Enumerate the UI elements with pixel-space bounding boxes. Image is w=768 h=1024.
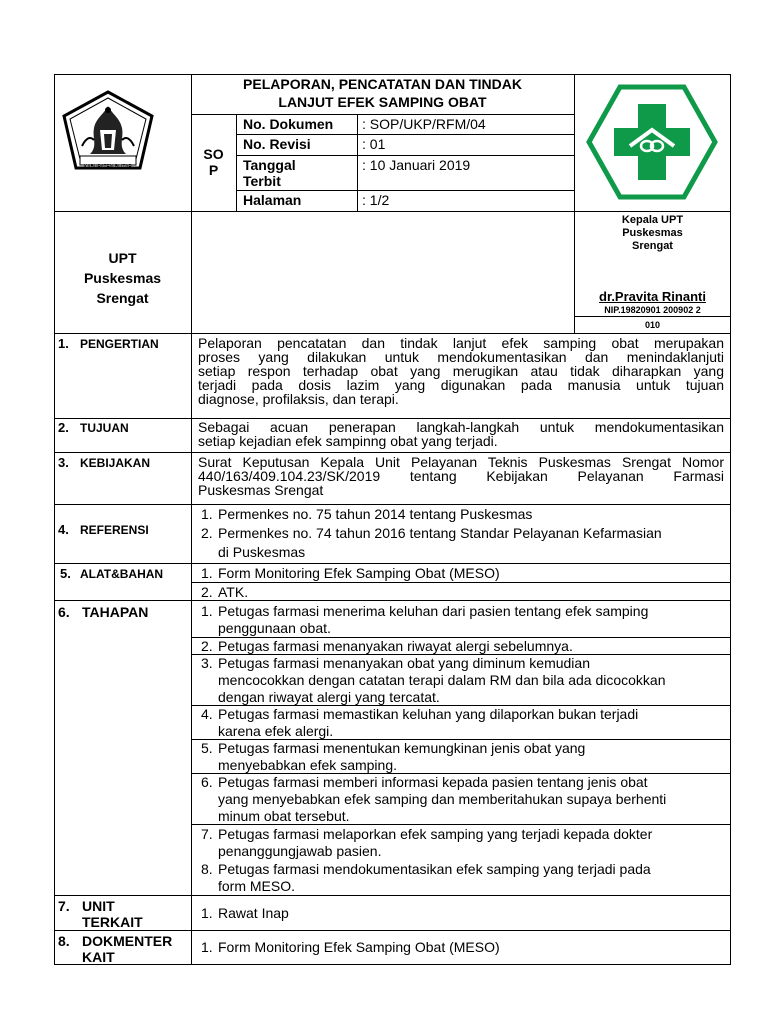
section-label-kebijakan: KEBIJAKAN — [80, 456, 151, 470]
list-item-text: mencocokkan dengan catatan terapi dalam RM dan bila ada dicocokkan — [218, 672, 666, 688]
regency-logo — [60, 90, 156, 176]
list-number: 2. — [201, 525, 213, 541]
list-item-text: menyebabkan efek samping. — [218, 757, 397, 773]
signature-name: dr.Pravita Rinanti — [599, 289, 706, 304]
field-label-halaman: Halaman — [243, 192, 302, 208]
section-number: 1. — [58, 336, 69, 351]
list-item-text: karena efek alergi. — [218, 723, 334, 739]
section-label-unit: UNIT — [82, 898, 115, 914]
kebijakan-text — [198, 455, 724, 497]
divider — [191, 824, 731, 825]
text-line: terjadi pada dosis lazim yang digunakan pada manusia untuk tujuan — [198, 377, 724, 393]
list-number: 1. — [201, 939, 213, 955]
divider — [54, 563, 731, 564]
divider — [54, 895, 731, 896]
list-item-text: Petugas farmasi mendokumentasikan efek samping yang terjadi pada — [218, 861, 651, 877]
text-line: Surat Keputusan Kepala Unit Pelayanan Teknis Puskesmas Srengat Nomor — [198, 454, 724, 470]
divider — [236, 190, 574, 191]
document-title-line1: PELAPORAN, PENCATATAN DAN TINDAK — [243, 76, 522, 92]
section-label-terkait: TERKAIT — [82, 914, 143, 930]
section-number: 2. — [58, 420, 69, 435]
divider — [574, 316, 731, 317]
field-value-no-revisi: : 01 — [362, 136, 386, 152]
section-number: 8. — [58, 933, 70, 949]
field-value-no-dokumen: : SOP/UKP/RFM/04 — [362, 116, 486, 132]
section-number: 3. — [58, 455, 69, 470]
list-item-text: Form Monitoring Efek Samping Obat (MESO) — [218, 565, 500, 581]
section-label-pengertian: PENGERTIAN — [80, 337, 159, 351]
section-label-kait: KAIT — [82, 949, 115, 965]
text-line: Puskesmas Srengat — [198, 482, 324, 498]
signature-nip: 010 — [644, 320, 661, 330]
list-item-text: Petugas farmasi menanyakan riwayat alergi sebelumnya. — [218, 638, 573, 654]
list-item-text: Petugas farmasi memastikan keluhan yang dilaporkan bukan terjadi — [218, 706, 639, 722]
text-line: 440/163/409.104.23/SK/2019 tentang Kebijakan Pelayanan Farmasi — [198, 468, 724, 484]
divider — [54, 333, 731, 334]
section-number: 5. — [60, 566, 71, 581]
list-item-text: form MESO. — [218, 878, 296, 894]
section-label-dokumen: DOKMENTER — [82, 933, 173, 949]
list-number: 1. — [201, 565, 213, 581]
tujuan-text — [198, 420, 724, 448]
pengertian-text — [198, 336, 724, 406]
list-item-text: Rawat Inap — [218, 905, 289, 921]
section-label-referensi: REFERENSI — [80, 523, 149, 537]
text-line: proses yang dilakukan untuk mendokumentasikan dan menindaklanjuti — [198, 349, 724, 365]
field-value-halaman: : 1/2 — [362, 192, 390, 208]
regency-logo-text: KABUPATEN BLITAR — [83, 164, 133, 170]
list-item-text: penanggungjawab pasien. — [218, 843, 382, 859]
text-line: Sebagai acuan penerapan langkah-langkah untuk mendokumentasikan — [198, 419, 724, 435]
list-item-text: Permenkes no. 74 tahun 2016 tentang Standar Pelayanan Kefarmasian — [218, 525, 662, 541]
list-item — [201, 507, 213, 521]
list-number: 3. — [201, 655, 213, 671]
list-number: 2. — [201, 584, 213, 600]
section-label-alat-bahan: ALAT&BAHAN — [80, 567, 164, 581]
divider — [54, 504, 731, 505]
section-label-tujuan: TUJUAN — [80, 421, 129, 435]
org-name-line3: Srengat — [96, 290, 149, 306]
org-name-line1: UPT — [108, 250, 137, 266]
divider — [191, 74, 192, 964]
section-number: 6. — [58, 604, 70, 620]
field-label-no-dokumen: No. Dokumen — [243, 116, 334, 132]
divider — [54, 452, 731, 453]
list-number: 1. — [201, 506, 213, 522]
puskesmas-logo — [586, 84, 718, 200]
list-number: 2. — [201, 638, 213, 654]
field-label-tanggal: Tanggal — [243, 157, 296, 173]
list-item-text: Petugas farmasi menanyakan obat yang diminum kemudian — [218, 655, 590, 671]
signature-role: Kepala UPT — [621, 214, 684, 226]
list-number: 1. — [201, 603, 213, 619]
list-item-text: di Puskesmas — [218, 544, 306, 560]
list-item-text: Form Monitoring Efek Samping Obat (MESO) — [218, 939, 500, 955]
list-item-text: Permenkes no. 75 tahun 2014 tentang Puskesmas — [218, 506, 533, 522]
sop-label: P — [208, 162, 219, 178]
divider — [357, 114, 358, 211]
section-number: 7. — [58, 898, 70, 914]
divider — [191, 114, 574, 115]
text-line: setiap respon terhadap obat yang merugikan atau tidak diharapkan yang — [198, 363, 724, 379]
field-label-terbit: Terbit — [243, 173, 281, 189]
list-number: 4. — [201, 706, 213, 722]
section-number: 4. — [58, 522, 69, 537]
list-number: 5. — [201, 740, 213, 756]
list-item-text: penggunaan obat. — [218, 620, 331, 636]
signature-role: Srengat — [632, 240, 673, 252]
divider — [54, 600, 731, 601]
list-number: 1. — [201, 905, 213, 921]
list-item — [201, 526, 213, 540]
list-item-text: Petugas farmasi melaporkan efek samping yang terjadi kepada dokter — [218, 826, 653, 842]
field-label-no-revisi: No. Revisi — [243, 136, 311, 152]
divider — [54, 211, 731, 212]
text-line: Pelaporan pencatatan dan tindak lanjut efek samping obat merupakan — [198, 335, 724, 351]
divider — [54, 930, 731, 931]
list-item-text: ATK. — [218, 584, 249, 600]
list-item-text: Petugas farmasi menentukan kemungkinan jenis obat yang — [218, 740, 586, 756]
section-label-tahapan: TAHAPAN — [82, 604, 149, 620]
list-item-text: dengan riwayat alergi yang tercatat. — [218, 689, 440, 705]
signature-role: Puskesmas — [622, 227, 683, 239]
divider — [236, 114, 237, 211]
text-line: diagnose, profilaksis, dan terapi. — [198, 391, 399, 407]
list-number: 7. — [201, 826, 213, 842]
top-border — [54, 74, 731, 75]
list-number: 6. — [201, 774, 213, 790]
list-item-text: yang menyebabkan efek samping dan memberitahukan supaya berhenti — [218, 791, 667, 807]
sop-label: SO — [203, 146, 224, 162]
list-item-text: Petugas farmasi memberi informasi kepada pasien tentang jenis obat — [218, 774, 648, 790]
divider — [236, 155, 574, 156]
text-line: setiap kejadian efek sampinng obat yang terjadi. — [198, 433, 498, 449]
list-number: 8. — [201, 861, 213, 877]
org-name-line2: Puskesmas — [83, 270, 162, 286]
document-title-line2: LANJUT EFEK SAMPING OBAT — [278, 94, 487, 110]
divider — [236, 134, 574, 135]
field-value-tanggal: : 10 Januari 2019 — [362, 157, 471, 173]
divider — [191, 582, 731, 583]
list-item-text: Petugas farmasi menerima keluhan dari pasien tentang efek samping — [218, 603, 649, 619]
list-item-text: minum obat tersebut. — [218, 808, 350, 824]
signature-nip: NIP.19820901 200902 2 — [604, 305, 701, 315]
